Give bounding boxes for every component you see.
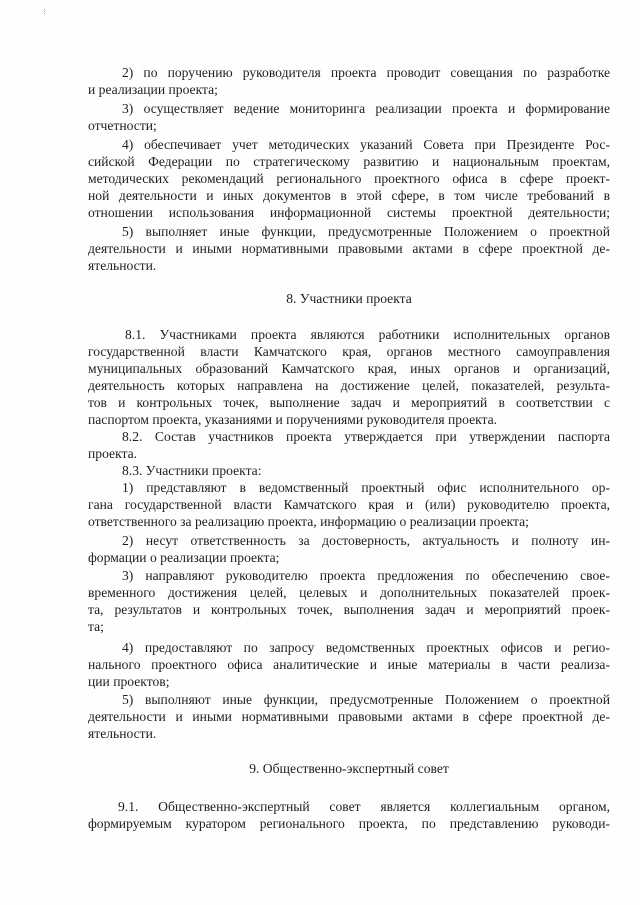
- paragraph-line: 4) предоставляют по запросу ведомственных проектных офисов и регио-: [122, 640, 610, 655]
- paragraph-line: ответственного за реализацию проекта, информацию о реализации проекта;: [88, 514, 529, 529]
- paragraph-line: 9.1. Общественно-экспертный совет является коллегиальным органом,: [118, 799, 610, 814]
- paragraph-line: методических рекомендаций регионального проектного офиса в сфере проект-: [88, 171, 610, 186]
- paragraph-line: 8.2. Состав участников проекта утверждается при утверждении паспорта: [122, 429, 610, 444]
- paragraph-line: ятельности.: [88, 726, 157, 741]
- paragraph-line: нального проектного офиса аналитические и иные материалы в части реализа-: [88, 657, 610, 672]
- paragraph-line: отчетности;: [88, 118, 157, 133]
- paragraph-line: деятельность которых направлена на достижение целей, показателей, результа-: [88, 378, 610, 393]
- paragraph-line: 2) по поручению руководителя проекта проводит совещания по разработке: [122, 65, 610, 80]
- paragraph-line: та;: [88, 619, 104, 634]
- paragraph-line: и реализации проекта;: [88, 82, 218, 97]
- paragraph-line: та, результатов и контрольных точек, выполнения задач и мероприятий проек-: [88, 602, 610, 617]
- paragraph-line: ной деятельности и иных документов в этой сфере, в том числе требований в: [88, 188, 610, 203]
- paragraph-line: формируемым куратором регионального проекта, по представлению руководи-: [88, 816, 610, 831]
- paragraph-line: 3) направляют руководителю проекта предложения по обеспечению свое-: [122, 568, 610, 583]
- paragraph-line: деятельности и иными нормативными правовыми актами в сфере проектной де-: [88, 709, 610, 724]
- paragraph-line: тов и контрольных точек, выполнение задач и мероприятий в соответствии с: [88, 395, 610, 410]
- paragraph-line: государственной власти Камчатского края, органов местного самоуправления: [88, 344, 610, 359]
- paragraph-line: 8.3. Участники проекта:: [122, 463, 262, 478]
- paragraph-line: сийской Федерации по стратегическому развитию и национальным проектам,: [88, 154, 610, 169]
- paragraph-line: отношении использования информационной системы проектной деятельности;: [88, 205, 610, 220]
- paragraph-line: ятельности.: [88, 258, 157, 273]
- paragraph-line: деятельности и иными нормативными правовыми актами в сфере проектной де-: [88, 241, 610, 256]
- paragraph-line: 1) представляют в ведомственный проектный офис исполнительного ор-: [122, 480, 610, 495]
- paragraph-line: проекта.: [88, 446, 138, 461]
- paragraph-line: ции проектов;: [88, 674, 170, 689]
- paragraph-line: 5) выполняют иные функции, предусмотренные Положением о проектной: [122, 692, 610, 707]
- scan-mark: [44, 9, 47, 14]
- section-heading: 9. Общественно-экспертный совет: [249, 761, 449, 776]
- paragraph-line: 5) выполняет иные функции, предусмотренные Положением о проектной: [122, 224, 610, 239]
- paragraph-line: гана государственной власти Камчатского края и (или) руководителю проекта,: [88, 497, 610, 512]
- paragraph-line: паспортом проекта, указаниями и поручениями руководителя проекта.: [88, 412, 498, 427]
- paragraph-line: 2) несут ответственность за достоверность, актуальность и полноту ин-: [122, 533, 610, 548]
- paragraph-line: 3) осуществляет ведение мониторинга реализации проекта и формирование: [122, 101, 610, 116]
- section-heading: 8. Участники проекта: [286, 291, 412, 306]
- paragraph-line: формации о реализации проекта;: [88, 550, 280, 565]
- paragraph-line: 8.1. Участниками проекта являются работники исполнительных органов: [125, 327, 610, 342]
- paragraph-line: временного достижения целей, целевых и дополнительных показателей проек-: [88, 585, 610, 600]
- paragraph-line: муниципальных образований Камчатского края, иных органов и организаций,: [88, 361, 610, 376]
- paragraph-line: 4) обеспечивает учет методических указаний Совета при Президенте Рос-: [122, 137, 610, 152]
